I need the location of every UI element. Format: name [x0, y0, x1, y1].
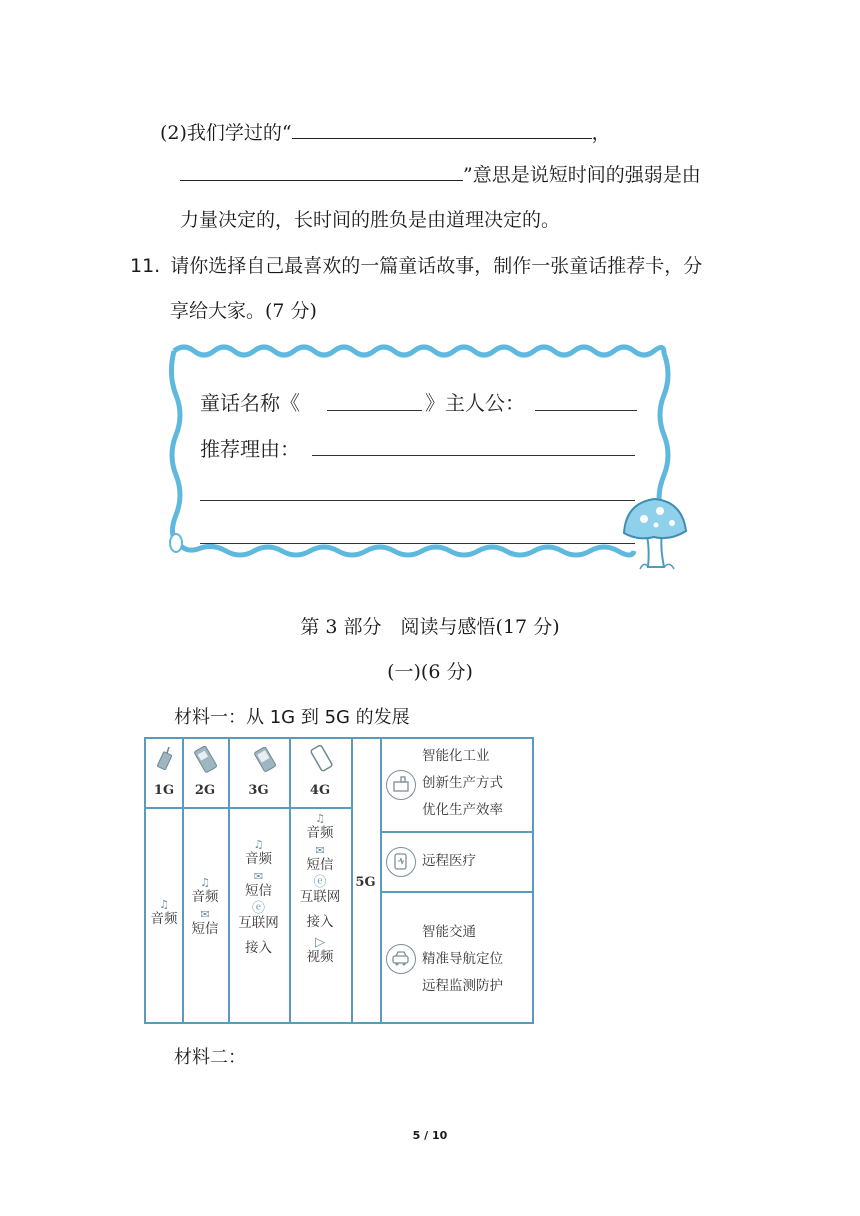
phone-icon [152, 745, 178, 773]
g4-features [289, 813, 351, 966]
q11-line2: 享给大家。(7 分) [170, 300, 317, 322]
phone-icon [191, 743, 221, 775]
5g-app-industry [422, 743, 503, 824]
card-name-label: 童话名称《 [200, 391, 300, 415]
g3-features [228, 839, 289, 957]
medical-icon [386, 847, 416, 877]
factory-icon [386, 770, 416, 800]
internet-e-icon: ⓔ [313, 875, 327, 890]
material2-title: 材料二： [174, 1047, 246, 1068]
car-icon [386, 944, 416, 974]
feature-label: 音频 [150, 911, 178, 927]
section-subtitle: (一)(6 分) [387, 661, 473, 683]
section-title: 第 3 部分 阅读与感悟(17 分) [300, 616, 560, 638]
q10-item2-line1 [160, 118, 611, 145]
gen-label-2g: 2G [194, 783, 216, 798]
app-text: 优化生产效率 [422, 802, 503, 818]
feature-label: 短信 [306, 857, 334, 873]
music-note-icon: ♫ [159, 898, 169, 911]
reason-blank[interactable] [200, 543, 635, 544]
feature-label: 短信 [245, 883, 272, 899]
feature-label: 接入 [245, 940, 272, 956]
q10-item2-comma: ， [591, 122, 611, 144]
feature-label: 音频 [191, 889, 219, 905]
divider [146, 807, 351, 809]
story-name-blank[interactable] [327, 410, 422, 411]
q11-line1 [130, 251, 702, 278]
q11-text: 请你选择自己最喜欢的一篇童话故事，制作一张童话推荐卡，分 [170, 255, 703, 277]
music-note-icon: ♫ [315, 812, 325, 825]
feature-label: 接入 [306, 914, 334, 930]
phone-icon [251, 744, 281, 776]
q10-item2-line2-suffix: ”意思是说短时间的强弱是由 [463, 164, 701, 186]
app-text: 精准导航定位 [422, 951, 503, 967]
g1-features [146, 899, 182, 928]
divider [380, 831, 532, 833]
mushroom-icon [624, 499, 686, 569]
envelope-icon: ✉ [200, 908, 210, 921]
curl-icon [170, 534, 182, 552]
g2-features [182, 877, 228, 938]
gen-label-1g: 1G [153, 783, 175, 798]
answer-blank[interactable] [180, 162, 463, 181]
recommendation-card [172, 345, 672, 570]
q11-number: 11. [130, 255, 161, 277]
phone-icon [307, 743, 337, 775]
play-icon: ▷ [315, 935, 325, 950]
reason-blank[interactable] [312, 455, 635, 456]
app-text: 远程监测防护 [422, 978, 503, 994]
q10-item2-line3: 力量决定的，长时间的胜负是由道理决定的。 [180, 209, 561, 231]
app-text: 智能交通 [422, 924, 476, 940]
q10-item2-prefix: (2)我们学过的“ [160, 122, 292, 144]
q10-item2-line2 [180, 160, 701, 187]
feature-label: 视频 [306, 949, 334, 965]
gen-label-5g: 5G [355, 875, 376, 890]
feature-label: 短信 [191, 921, 219, 937]
5g-app-transport [422, 919, 503, 1000]
answer-blank[interactable] [292, 120, 592, 139]
card-protagonist-label: 》主人公： [425, 391, 525, 415]
protagonist-blank[interactable] [535, 410, 637, 411]
material1-title: 材料一：从 1G 到 5G 的发展 [174, 707, 410, 728]
envelope-icon: ✉ [315, 844, 325, 857]
gen-label-3g: 3G [248, 783, 269, 798]
app-text: 创新生产方式 [422, 775, 503, 791]
music-note-icon: ♫ [253, 838, 264, 851]
envelope-icon: ✉ [253, 870, 264, 883]
generations-table [144, 737, 534, 1024]
divider [380, 739, 382, 1022]
music-note-icon: ♫ [200, 876, 210, 889]
reason-blank[interactable] [200, 500, 635, 501]
divider [380, 891, 532, 893]
feature-label: 音频 [306, 825, 334, 841]
feature-label: 互联网 [238, 915, 279, 931]
app-text: 智能化工业 [422, 748, 490, 764]
feature-label: 音频 [245, 851, 272, 867]
internet-e-icon: ⓔ [251, 901, 265, 916]
page-number: 5 / 10 [412, 1129, 448, 1142]
feature-label: 互联网 [299, 889, 341, 905]
gen-label-4g: 4G [309, 783, 331, 798]
app-text: 远程医疗 [422, 853, 476, 869]
card-reason-label: 推荐理由： [200, 437, 300, 461]
5g-app-medical [422, 848, 476, 875]
